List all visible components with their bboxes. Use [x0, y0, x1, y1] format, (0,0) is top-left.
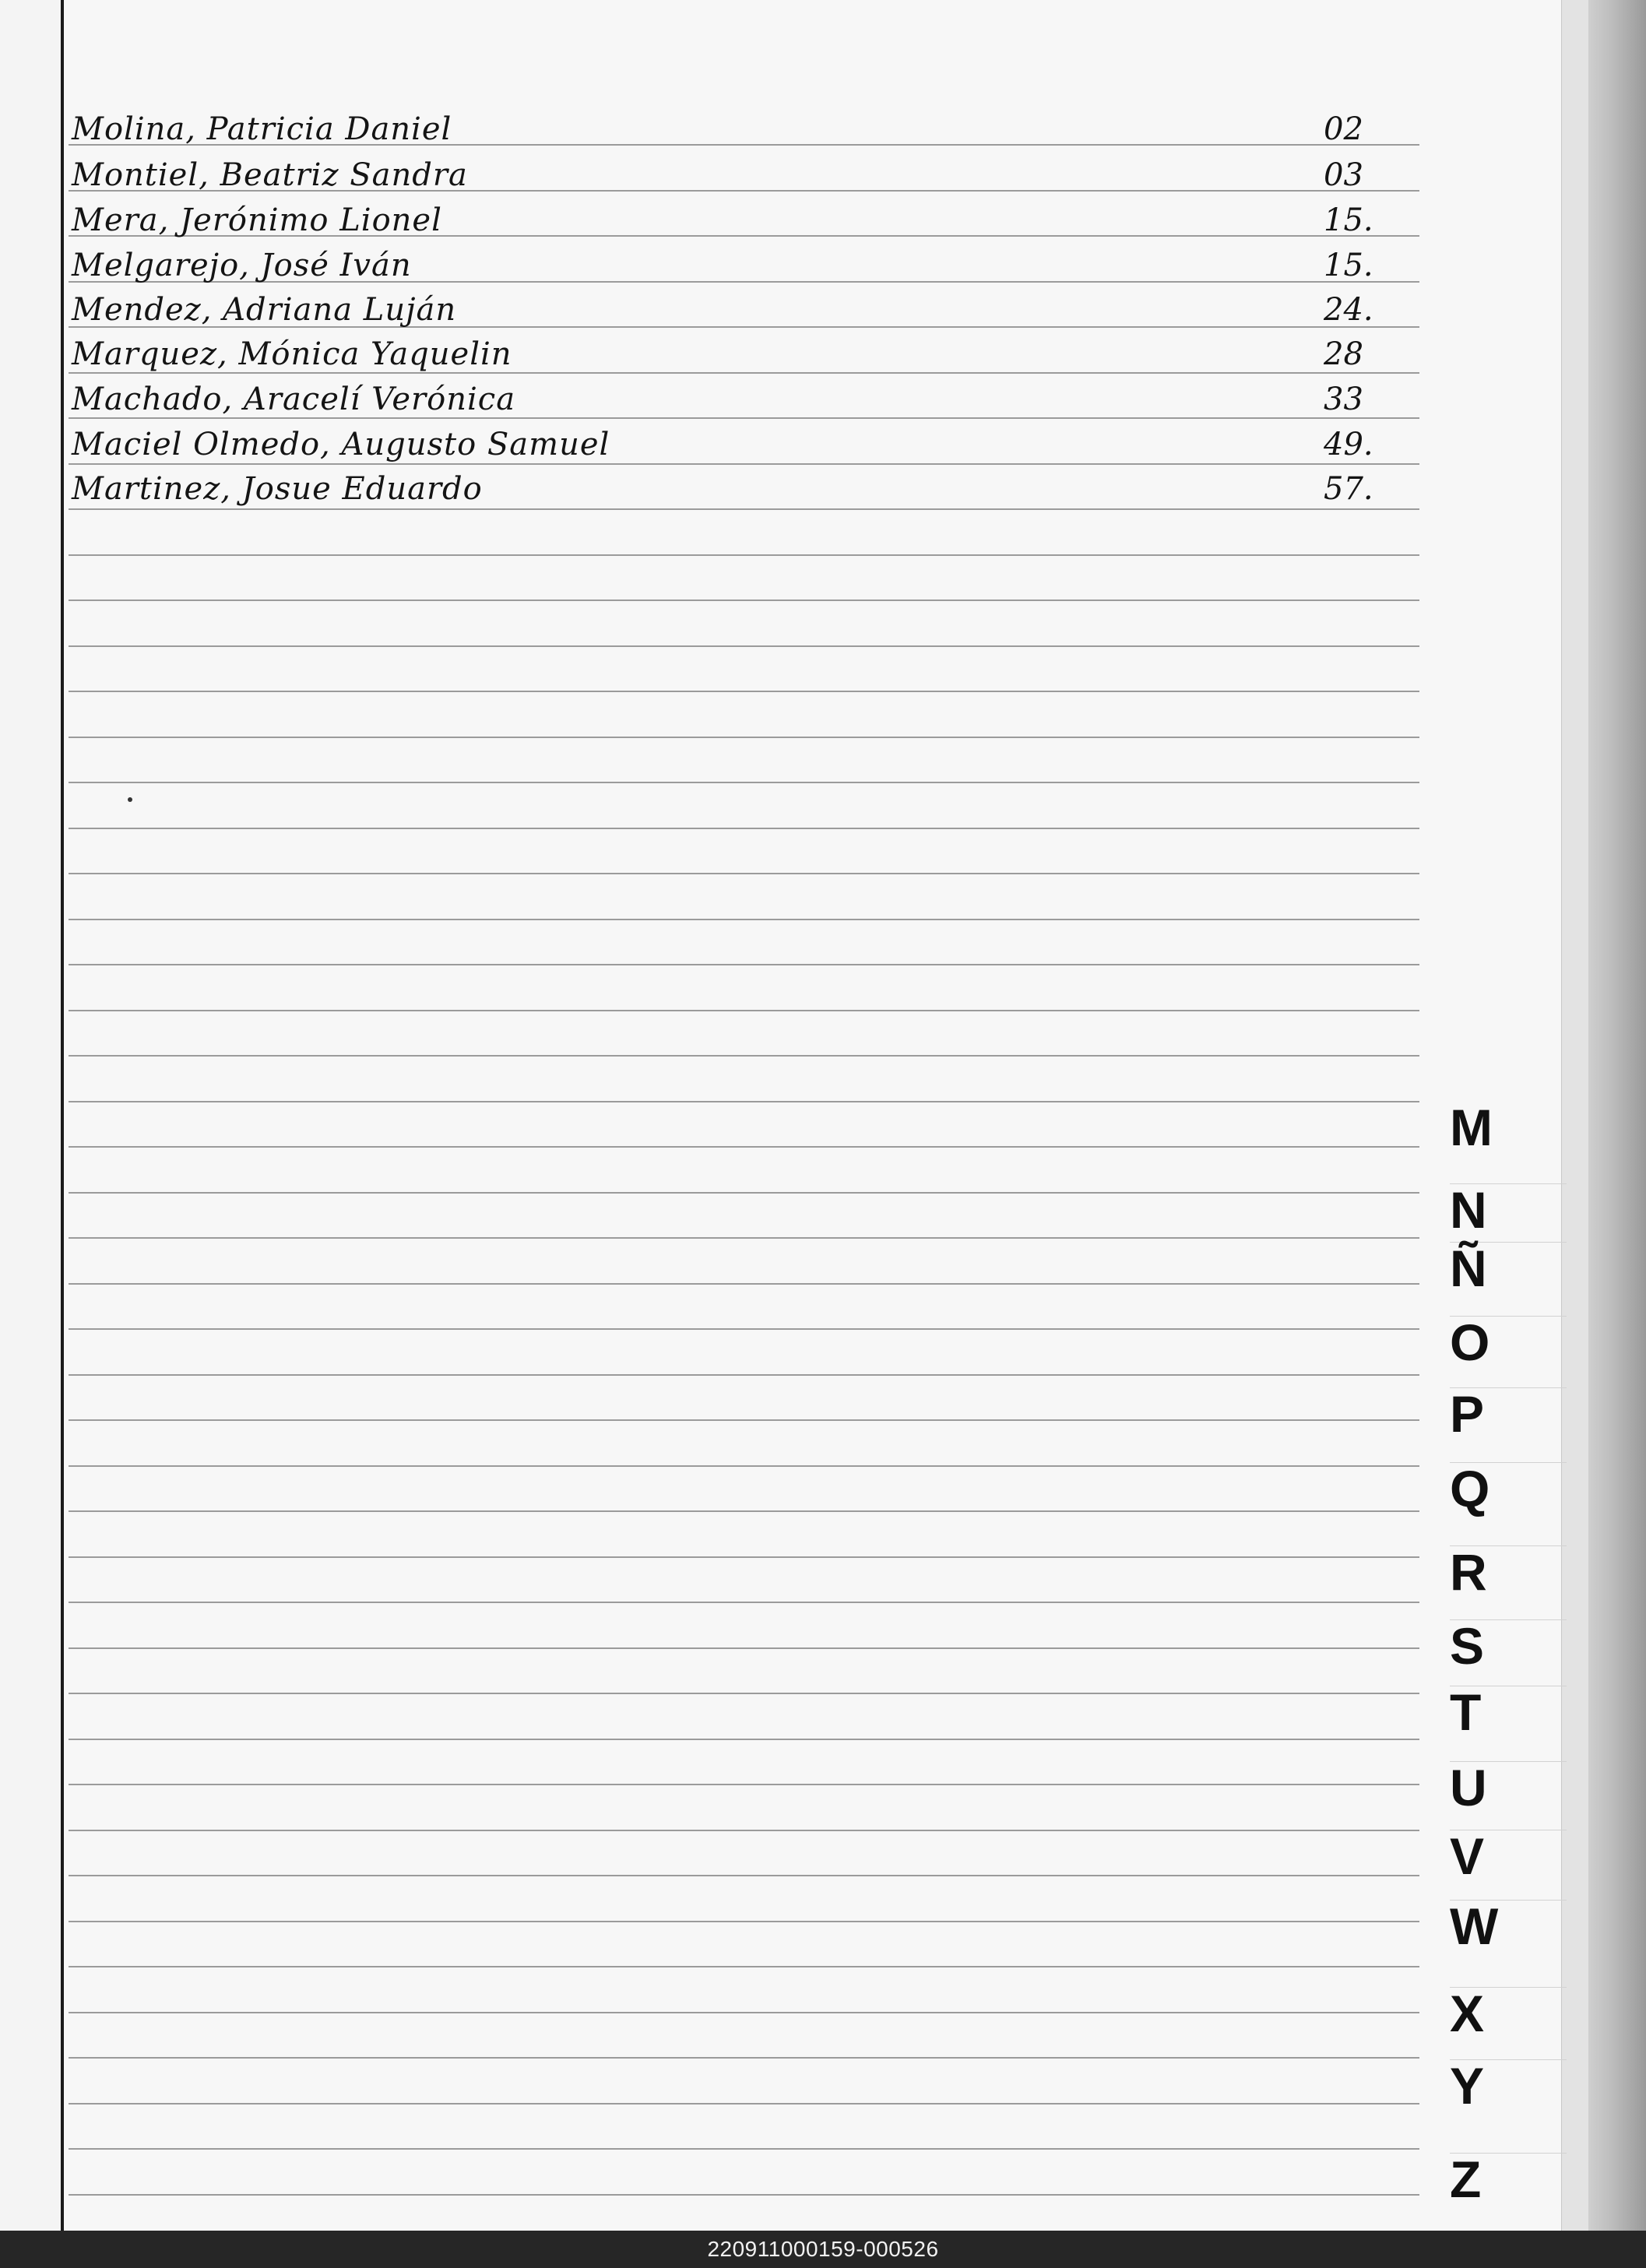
ruled-line	[69, 600, 1419, 601]
ruled-line	[69, 2148, 1419, 2150]
entry-name: Machado, Aracelí Verónica	[72, 382, 516, 417]
ruled-line	[69, 645, 1419, 647]
entry-number: 28	[1324, 336, 1363, 372]
ruled-line	[69, 554, 1419, 556]
ruled-line	[69, 2012, 1419, 2013]
entry-name: Montiel, Beatriz Sandra	[72, 157, 468, 193]
ruled-line	[69, 463, 1419, 465]
index-tab-t[interactable]: T	[1450, 1686, 1567, 1738]
ruled-line	[69, 1556, 1419, 1558]
entry-name: Mendez, Adriana Luján	[72, 292, 457, 328]
ruled-line	[69, 2194, 1419, 2196]
index-tab-r[interactable]: R	[1450, 1545, 1567, 1598]
ruled-line	[69, 1010, 1419, 1011]
index-tab-z[interactable]: Z	[1450, 2153, 1567, 2205]
ruled-line	[69, 1510, 1419, 1512]
index-tab-q[interactable]: Q	[1450, 1462, 1567, 1514]
ruled-line	[69, 1875, 1419, 1876]
ruled-line	[69, 1784, 1419, 1785]
entry-number: 49.	[1324, 427, 1373, 462]
ruled-line	[69, 2057, 1419, 2059]
ruled-line	[69, 828, 1419, 829]
ink-dot	[128, 797, 132, 802]
entry-name: Molina, Patricia Daniel	[72, 111, 452, 147]
binding-edge	[1588, 0, 1646, 2231]
ruled-line	[69, 1966, 1419, 1967]
index-tab-m[interactable]: M	[1450, 1099, 1493, 1156]
index-tab-enye[interactable]: Ñ	[1450, 1242, 1567, 1294]
ruled-line	[69, 1602, 1419, 1603]
ruled-line	[69, 1465, 1419, 1467]
entry-name: Marquez, Mónica Yaquelin	[72, 336, 512, 372]
ruled-line	[69, 1146, 1419, 1148]
index-tab-y[interactable]: Y	[1450, 2059, 1567, 2112]
index-tab-p[interactable]: P	[1450, 1387, 1567, 1440]
index-tab-n[interactable]: N	[1450, 1183, 1567, 1236]
entry-number: 02	[1324, 111, 1363, 147]
entry-number: 15.	[1324, 202, 1373, 238]
scan-left-margin	[0, 0, 62, 2231]
ruled-line	[69, 782, 1419, 783]
ruled-line	[69, 1739, 1419, 1740]
document-id: 220911000159-000526	[707, 2237, 939, 2261]
ruled-line	[69, 691, 1419, 692]
ruled-line	[69, 417, 1419, 419]
index-tab-s[interactable]: S	[1450, 1619, 1567, 1672]
index-tab-o[interactable]: O	[1450, 1316, 1567, 1368]
ruled-line	[69, 508, 1419, 510]
index-tab-w[interactable]: W	[1450, 1900, 1567, 1952]
entry-number: 33	[1324, 382, 1363, 417]
ruled-line	[69, 737, 1419, 738]
entry-name: Melgarejo, José Iván	[72, 248, 412, 283]
entry-name: Martinez, Josue Eduardo	[72, 471, 483, 507]
ruled-line	[69, 1921, 1419, 1922]
ledger-page	[61, 0, 1594, 2231]
ruled-line	[69, 1283, 1419, 1285]
entry-name: Maciel Olmedo, Augusto Samuel	[72, 427, 610, 462]
ruled-line	[69, 1647, 1419, 1649]
ruled-line	[69, 2103, 1419, 2104]
index-tab-x[interactable]: X	[1450, 1987, 1567, 2039]
ruled-line	[69, 1237, 1419, 1239]
ruled-line	[69, 1419, 1419, 1421]
ruled-line	[69, 919, 1419, 920]
index-tab-v[interactable]: V	[1450, 1830, 1567, 1882]
ruled-line	[69, 1830, 1419, 1831]
ruled-line	[69, 1192, 1419, 1194]
entry-number: 03	[1324, 157, 1363, 193]
entry-name: Mera, Jerónimo Lionel	[72, 202, 442, 238]
ruled-line	[69, 372, 1419, 374]
ruled-line	[69, 964, 1419, 965]
entry-number: 57.	[1324, 471, 1373, 507]
entry-number: 15.	[1324, 248, 1373, 283]
ruled-line	[69, 1055, 1419, 1057]
ruled-line	[69, 1693, 1419, 1694]
ruled-line	[69, 873, 1419, 874]
index-tab-u[interactable]: U	[1450, 1761, 1567, 1813]
ruled-line	[69, 1101, 1419, 1102]
entry-number: 24.	[1324, 292, 1373, 328]
ruled-line	[69, 1328, 1419, 1330]
ruled-line	[69, 1374, 1419, 1376]
